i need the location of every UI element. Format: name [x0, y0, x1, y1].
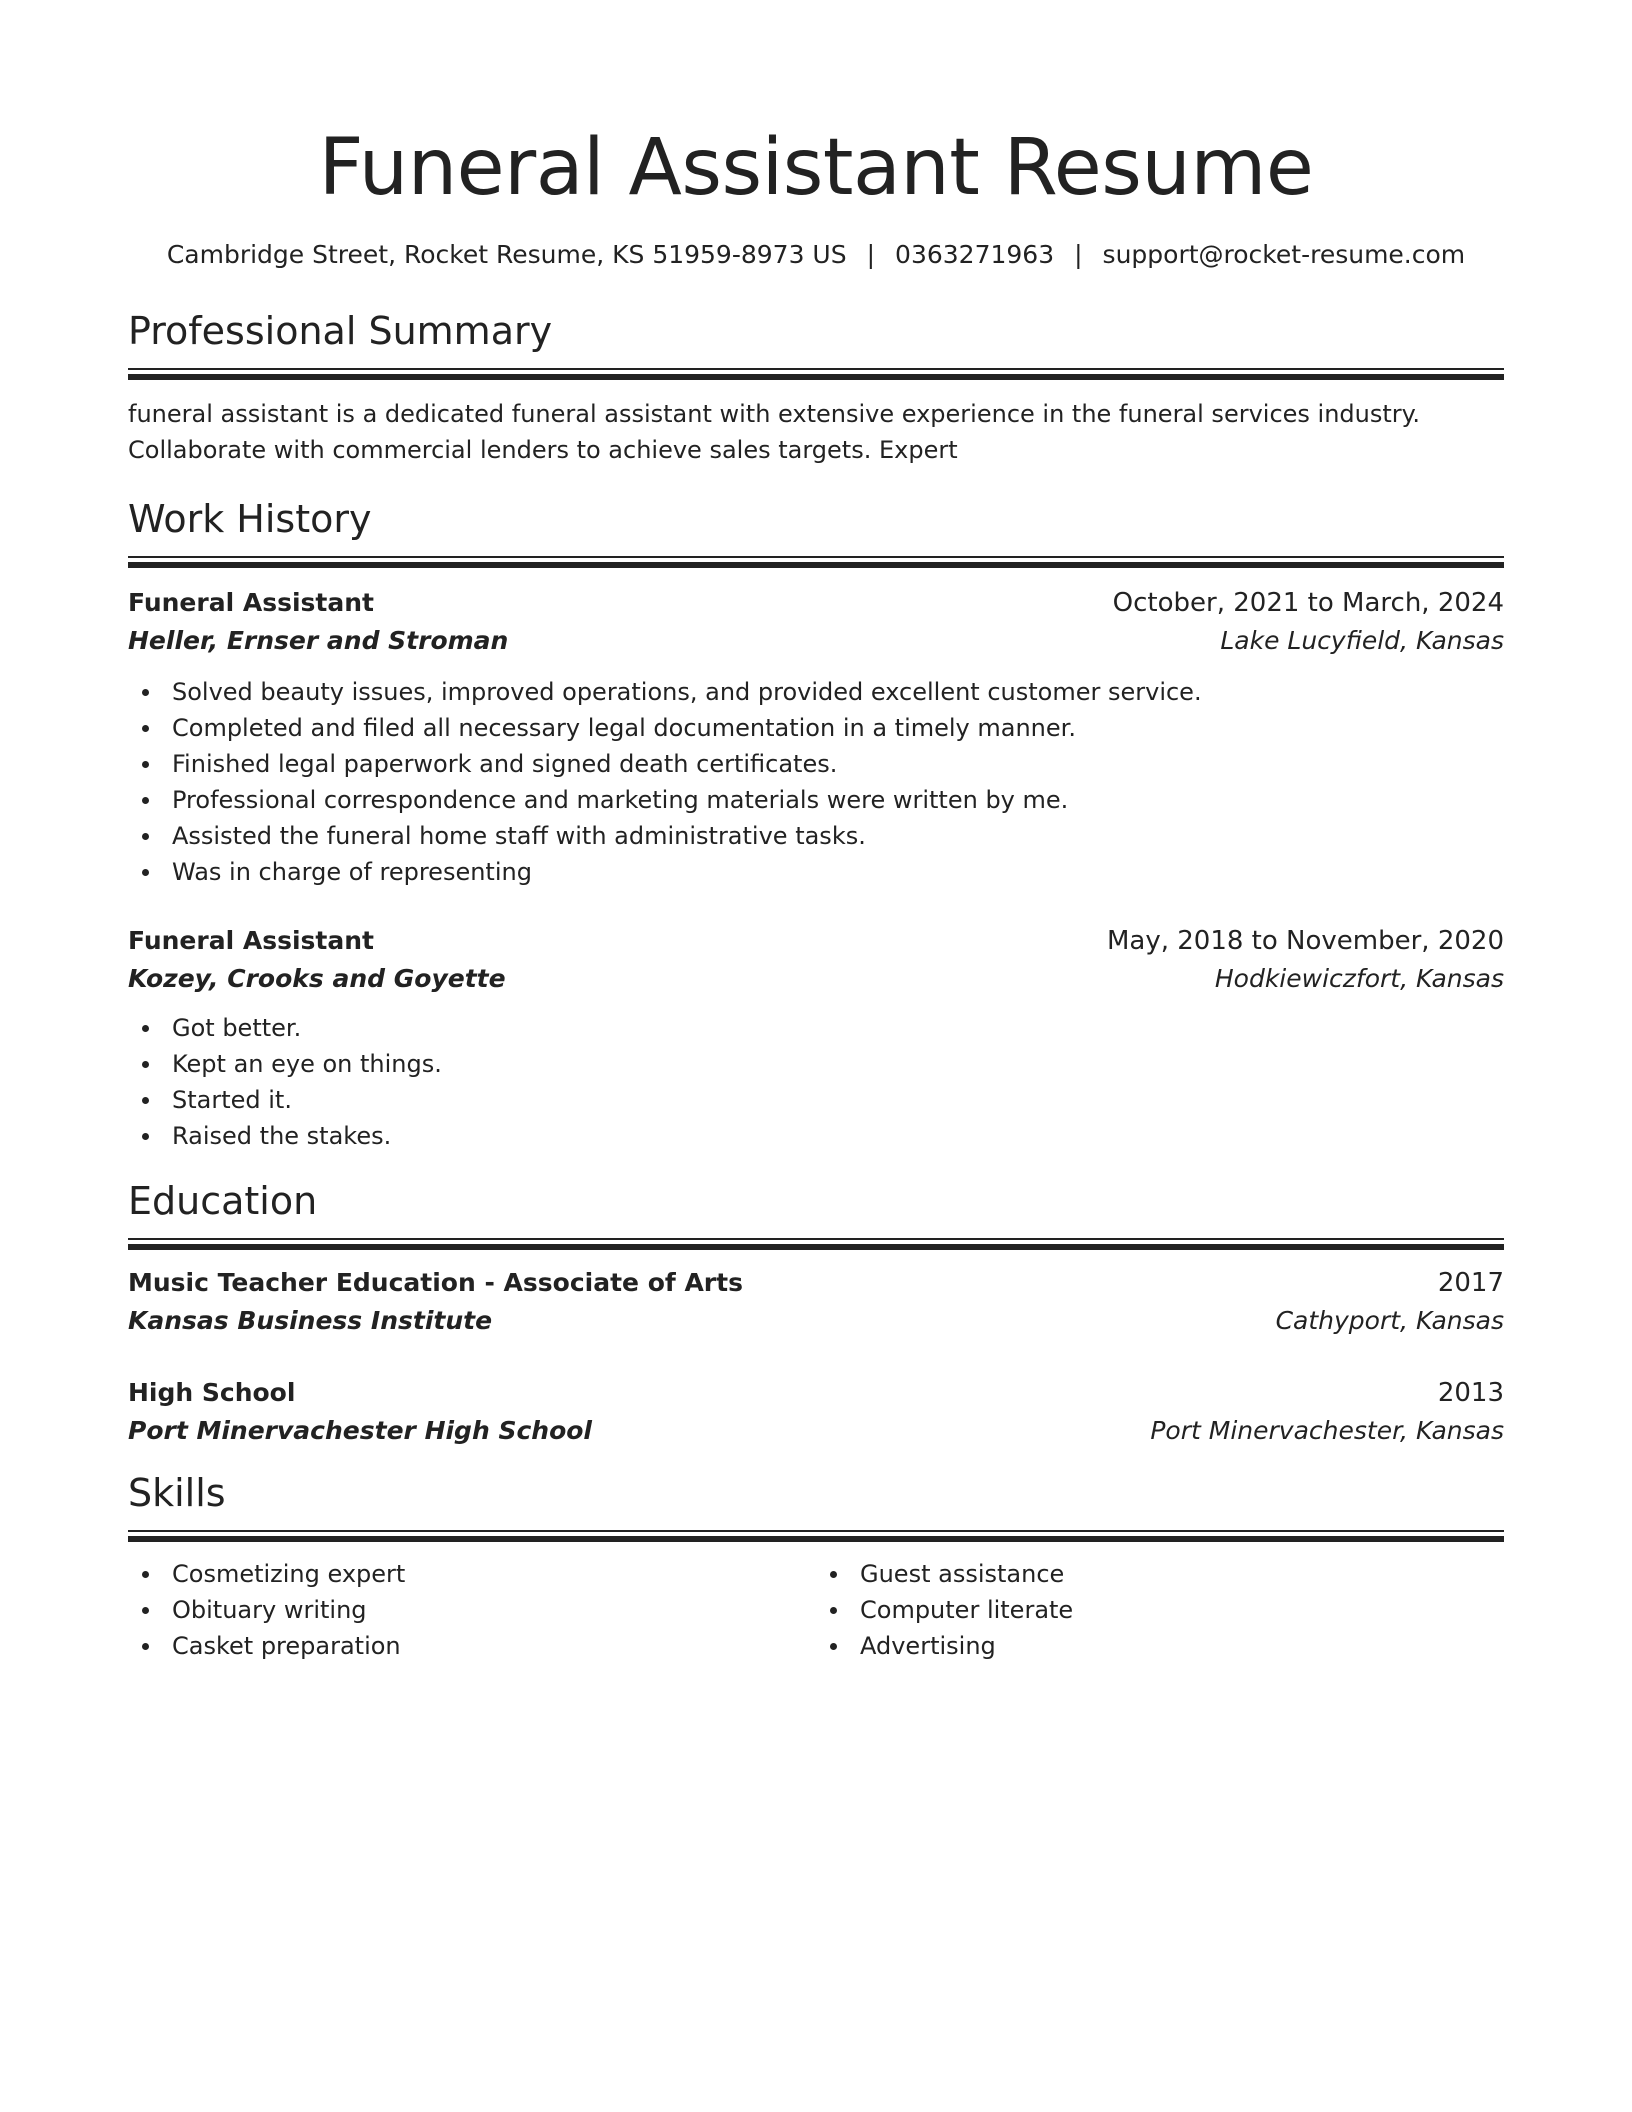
skill-item: Computer literate — [816, 1592, 1504, 1628]
job-company: Kozey, Crooks and Goyette — [128, 964, 506, 993]
work-history-section — [128, 494, 1504, 1154]
education-school: Kansas Business Institute — [128, 1306, 493, 1335]
job-entry — [128, 922, 1504, 1154]
skills-column-right — [816, 1556, 1504, 1664]
job-company: Heller, Ernser and Stroman — [128, 626, 509, 655]
contact-separator: | — [866, 240, 876, 269]
job-dates: October, 2021 to March, 2024 — [1112, 588, 1504, 618]
education-entry — [128, 1264, 1504, 1340]
contact-email: support@rocket-resume.com — [1102, 240, 1466, 269]
resume-page — [128, 0, 1504, 1664]
list-item: Assisted the funeral home staff with administrative tasks. — [128, 818, 1504, 854]
education-entry — [128, 1374, 1504, 1450]
contact-line — [128, 238, 1504, 272]
section-title-work: Work History — [128, 497, 372, 541]
skills-section — [128, 1468, 1504, 1664]
skills-column-left — [128, 1556, 816, 1664]
resume-name: Funeral Assistant Resume — [318, 123, 1314, 213]
education-school: Port Minervachester High School — [128, 1416, 593, 1445]
skill-item: Casket preparation — [128, 1628, 816, 1664]
education-year: 2013 — [1437, 1378, 1504, 1408]
section-divider — [128, 1238, 1504, 1250]
education-location: Port Minervachester, Kansas — [1150, 1416, 1504, 1445]
job-title: Funeral Assistant — [128, 588, 374, 617]
job-company-row — [128, 960, 1504, 998]
list-item: Started it. — [128, 1082, 1504, 1118]
job-location: Lake Lucyfield, Kansas — [1220, 626, 1504, 655]
list-item: Professional correspondence and marketing materials were written by me. — [128, 782, 1504, 818]
skill-item: Obituary writing — [128, 1592, 816, 1628]
job-bullets — [128, 674, 1504, 890]
contact-separator: | — [1074, 240, 1083, 269]
list-item: Solved beauty issues, improved operations, and provided excellent customer service. — [128, 674, 1504, 710]
job-bullets — [128, 1010, 1504, 1154]
job-entry — [128, 584, 1504, 890]
section-divider — [128, 556, 1504, 568]
job-title: Funeral Assistant — [128, 926, 374, 955]
list-item: Was in charge of representing — [128, 854, 1504, 890]
skill-item: Guest assistance — [816, 1556, 1504, 1592]
list-item: Got better. — [128, 1010, 1504, 1046]
education-school-row — [128, 1412, 1504, 1450]
education-year: 2017 — [1437, 1268, 1504, 1298]
education-section — [128, 1176, 1504, 1450]
section-title-summary: Professional Summary — [128, 309, 553, 353]
skill-item: Cosmetizing expert — [128, 1556, 816, 1592]
education-degree: High School — [128, 1378, 296, 1407]
list-item: Raised the stakes. — [128, 1118, 1504, 1154]
education-degree: Music Teacher Education - Associate of Arts — [128, 1268, 743, 1297]
summary-text: funeral assistant is a dedicated funeral assistant with extensive experience in the funeral services industry. Collaborate with commercial lenders to achieve sales targets. Expert — [128, 400, 1421, 464]
list-item: Finished legal paperwork and signed death certificates. — [128, 746, 1504, 782]
job-header-row — [128, 584, 1504, 622]
section-title-skills: Skills — [128, 1471, 226, 1515]
job-header-row — [128, 922, 1504, 960]
section-title-education: Education — [128, 1179, 318, 1223]
skills-grid — [128, 1556, 1504, 1664]
contact-phone: 0363271963 — [895, 240, 1055, 269]
skill-item: Advertising — [816, 1628, 1504, 1664]
list-item: Completed and filed all necessary legal documentation in a timely manner. — [128, 710, 1504, 746]
job-company-row — [128, 622, 1504, 660]
education-school-row — [128, 1302, 1504, 1340]
section-divider — [128, 1530, 1504, 1542]
education-location: Cathyport, Kansas — [1275, 1306, 1504, 1335]
list-item: Kept an eye on things. — [128, 1046, 1504, 1082]
education-header-row — [128, 1264, 1504, 1302]
summary-section — [128, 306, 1504, 468]
education-header-row — [128, 1374, 1504, 1412]
section-divider — [128, 368, 1504, 380]
job-dates: May, 2018 to November, 2020 — [1106, 926, 1504, 956]
job-location: Hodkiewiczfort, Kansas — [1214, 964, 1504, 993]
contact-address: Cambridge Street, Rocket Resume, KS 51959-8973 US — [166, 240, 847, 269]
